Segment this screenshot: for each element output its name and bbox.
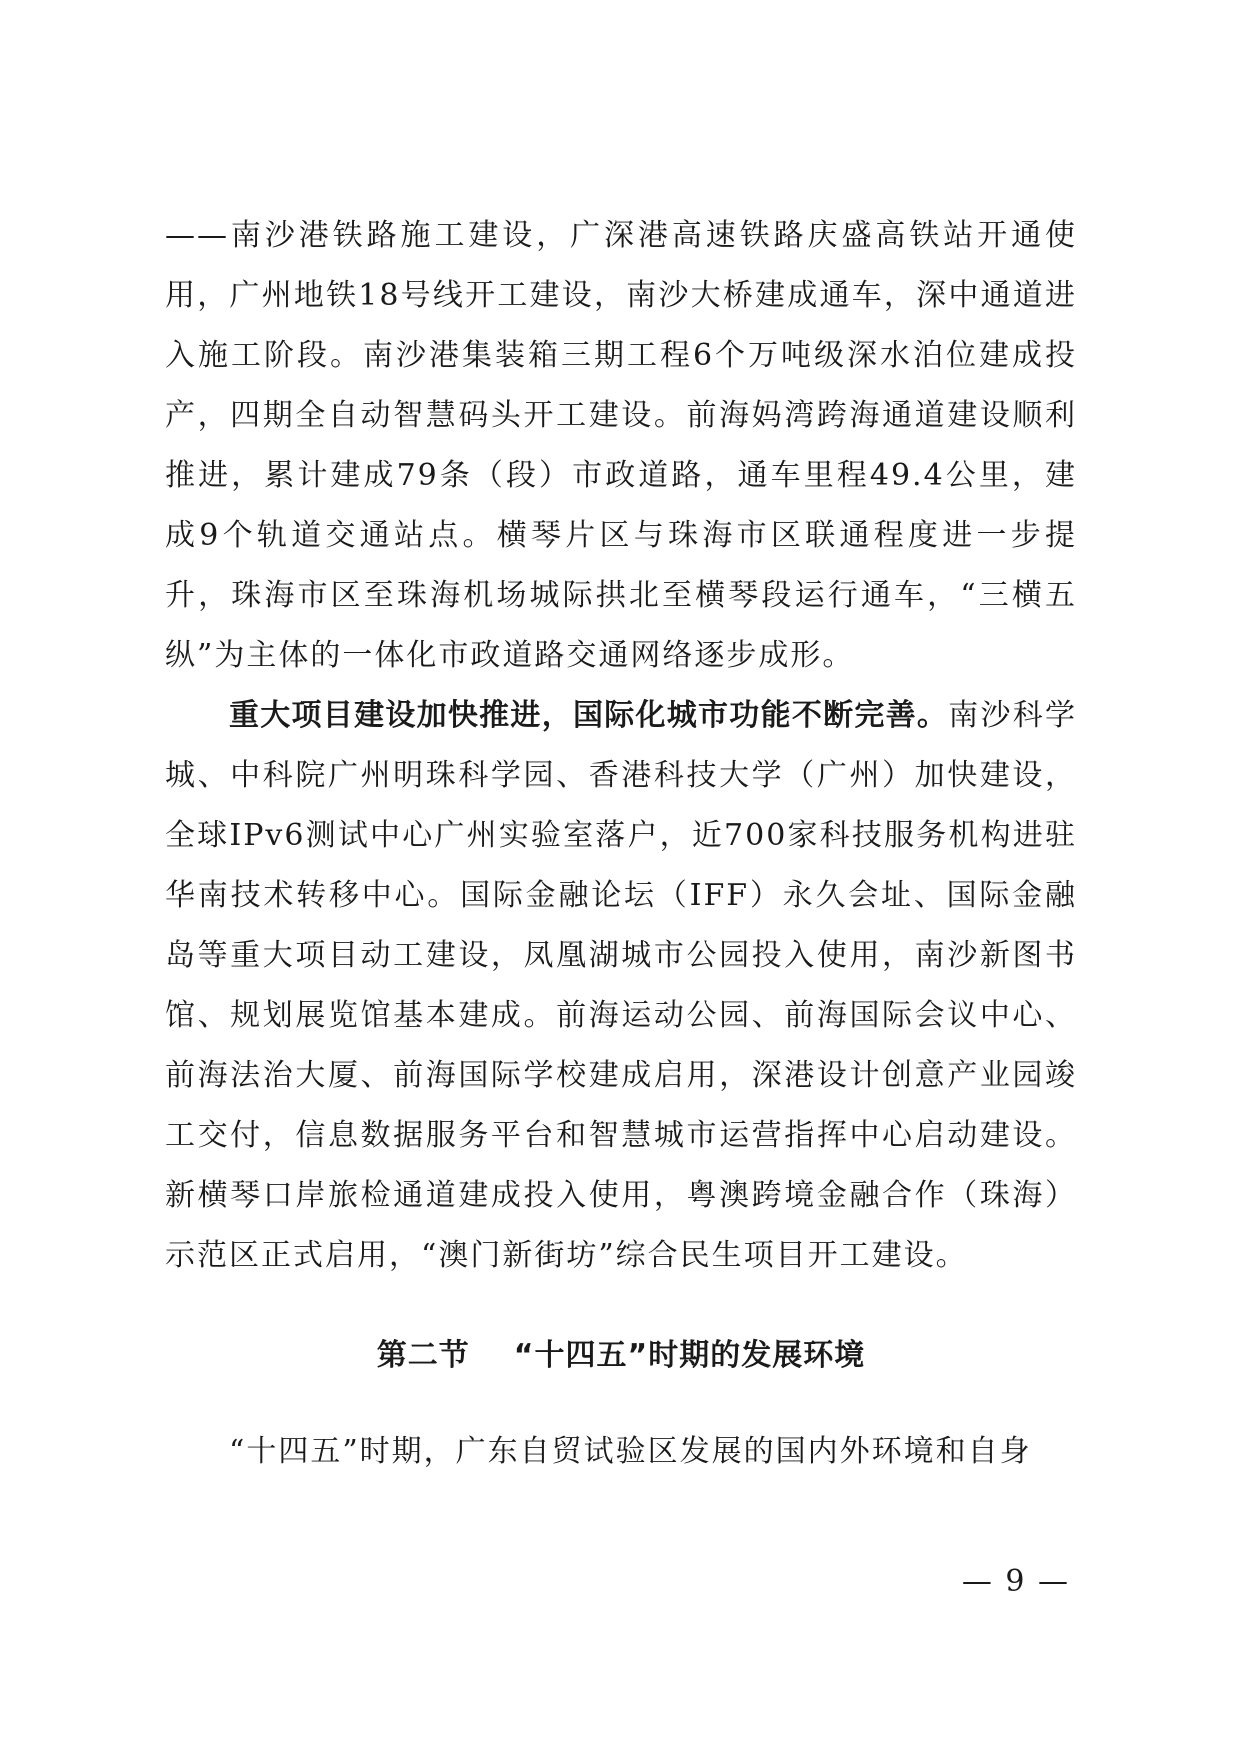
paragraph-development-environment xyxy=(165,1422,1077,1482)
paragraph-text: ——南沙港铁路施工建设，广深港高速铁路庆盛高铁站开通使用，广州地铁18号线开工建设，南沙大桥建成通车，深中通道进入施工阶段。南沙港集装箱三期工程6个万吨级深水泊位建成投产，四期全自动智慧码头开工建设。前海妈湾跨海通道建设顺利推进，累计建成79条（段）市政道路，通车里程49.4公里，建成9个轨道交通站点。横琴片区与珠海市区联通程度进一步提升，珠海市区至珠海机场城际拱北至横琴段运行通车，“三横五纵”为主体的一体化市政道路交通网络逐步成形。 xyxy=(165,218,1077,673)
paragraph-lead-sentence: 重大项目建设加快推进，国际化城市功能不断完善。 xyxy=(229,698,949,733)
page-number: — 9 — xyxy=(961,1564,1070,1599)
section-heading xyxy=(165,1326,1077,1386)
section-number: 第二节 xyxy=(376,1338,470,1373)
paragraph-major-projects xyxy=(165,686,1077,1286)
document-body xyxy=(165,206,1077,1482)
paragraph-transport-infrastructure xyxy=(165,206,1077,686)
paragraph-text: 南沙科学城、中科院广州明珠科学园、香港科技大学（广州）加快建设，全球IPv6测试中心广州实验室落户，近700家科技服务机构进驻华南技术转移中心。国际金融论坛（IFF）永久会址、国际金融岛等重大项目动工建设，凤凰湖城市公园投入使用，南沙新图书馆、规划展览馆基本建成。前海运动公园、前海国际会议中心、前海法治大厦、前海国际学校建成启用，深港设计创意产业园竣工交付，信息数据服务平台和智慧城市运营指挥中心启动建设。新横琴口岸旅检通道建成投入使用，粤澳跨境金融合作（珠海）示范区正式启用，“澳门新街坊”综合民生项目开工建设。 xyxy=(165,698,1078,1273)
paragraph-text: “十四五”时期，广东自贸试验区发展的国内外环境和自身 xyxy=(229,1434,1032,1469)
section-title: “十四五”时期的发展环境 xyxy=(513,1338,866,1373)
